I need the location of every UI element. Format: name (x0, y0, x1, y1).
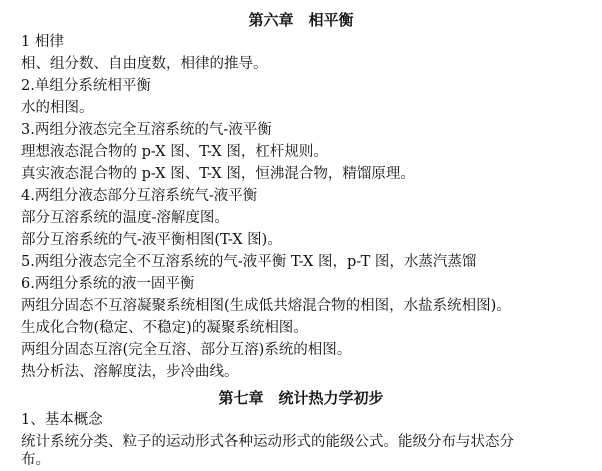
section-1-heading: 1 相律 (21, 34, 64, 50)
section-6-heading: 6.两组分系统的液一固平衡 (21, 276, 195, 292)
section-6-content-methods: 热分析法、溶解度法，步冷曲线。 (21, 364, 239, 380)
section-3-heading: 3.两组分液态完全互溶系统的气-液平衡 (21, 122, 272, 138)
section-6-content-miscible: 两组分固态互溶(完全互溶、部分互溶)系统的相图。 (21, 342, 352, 358)
chapter-7-section-1-heading: 1、基本概念 (21, 412, 103, 428)
section-4-content-temperature: 部分互溶系统的温度-溶解度图。 (21, 210, 229, 226)
section-6-content-immiscible: 两组分固态不互溶凝聚系统相图(生成低共熔混合物的相图，水盐系统相图)。 (21, 298, 511, 314)
section-3-content-real: 真实液态混合物的 p-X 图、T-X 图，恒沸混合物，精馏原理。 (21, 166, 415, 182)
chapter-6-title: 第六章 相平衡 (248, 11, 354, 29)
section-4-content-phase-diagram: 部分互溶系统的气-液平衡相图(T-X 图)。 (21, 232, 282, 248)
section-1-content: 相、组分数、自由度数，相律的推导。 (21, 56, 268, 72)
section-2-heading: 2.单组分系统相平衡 (21, 78, 151, 94)
section-4-heading: 4.两组分液态部分互溶系统气-液平衡 (21, 188, 258, 204)
section-6-content-compound: 生成化合物(稳定、不稳定)的凝聚系统相图。 (21, 320, 308, 336)
chapter-7-title: 第七章 统计热力学初步 (218, 389, 384, 407)
section-2-content: 水的相图。 (21, 100, 94, 116)
chapter-7-section-1-content: 统计系统分类、粒子的运动形式各种运动形式的能级公式。能级分布与状态分 (21, 434, 514, 450)
section-3-content-ideal: 理想液态混合物的 p-X 图、T-X 图，杠杆规则。 (21, 144, 328, 160)
section-5-heading: 5.两组分液态完全不互溶系统的气-液平衡 T-X 图，p-T 图，水蒸汽蒸馏 (21, 254, 477, 270)
chapter-7-section-1-content-continued: 布。 (21, 452, 50, 468)
